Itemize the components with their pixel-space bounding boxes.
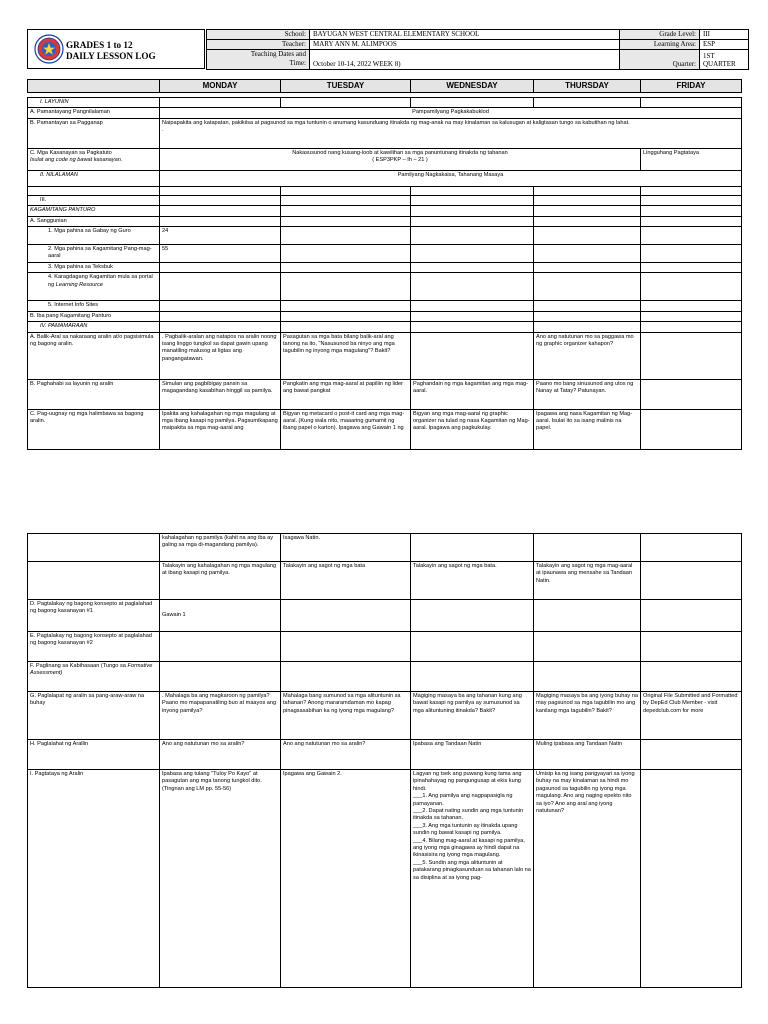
row-rb-monday: Simulan ang pagbibigay pansin sa magagandang kasabihan hinggil sa pamilya. xyxy=(160,379,281,409)
lesson-log-page-1 xyxy=(0,0,768,470)
row-a-label: A. Pamantayang Pangnilalaman xyxy=(28,108,160,118)
ref-4-label-italic: Learning Resource xyxy=(55,281,104,288)
dates-label-line1: Teaching Dates and xyxy=(250,50,306,58)
area-value: ESP xyxy=(700,40,749,50)
row-c-code: ( ESP3PKP – Ih – 21 ) xyxy=(372,157,428,164)
row-d-monday: Gawain 1 xyxy=(160,600,281,632)
row-c-cell xyxy=(160,148,641,170)
layunin-heading: I. LAYUNIN xyxy=(28,98,160,108)
row-g-thursday: Magiging masaya ba ang iyong buhay na may pagsunod sa mga tagubilin mo ang kanilang mga tagubilin? Bakit? xyxy=(534,692,641,740)
row-h-wednesday: Ipabasa ang Tandaan Natin xyxy=(411,740,534,770)
ref-5-label: 5. Internet Info Sites xyxy=(28,301,160,311)
days-header xyxy=(27,79,742,93)
nilalaman-text: Pamilyang Nagkakaisa, Tahanang Masaya xyxy=(160,170,742,186)
row-g-monday: . Mahalaga ba ang magkaroon ng pamilya? Paano mo mapapanatiling buo at maayos ang inyong pamilya? xyxy=(160,692,281,740)
quarter-label: Quarter: xyxy=(620,50,700,70)
ref-3-label: 3. Mga pahina sa Teksbuk xyxy=(28,263,160,273)
section-iii: III. xyxy=(28,195,160,205)
teacher-value: MARY ANN M. ALIMPOOS xyxy=(310,40,620,50)
row-h-monday: Ano ang natutunan mo sa aralin? xyxy=(160,740,281,770)
title-line-1: GRADES 1 to 12 xyxy=(66,40,133,50)
row-b-label: B. Pamantayan sa Pagganap xyxy=(28,118,160,148)
cont-monday: kahalagahan ng pamilya (kahit na ang iba ay galing sa mga di-magandang pamilya). xyxy=(160,534,281,562)
day-thursday: THURSDAY xyxy=(534,80,641,93)
row-rc-thursday: Ipagawa ang nasa Kagamitan ng Mag-aaral. Isulat ito sa isang malinis na papel. xyxy=(534,409,641,449)
dates-value: October 10-14, 2022 WEEK 8) xyxy=(310,50,620,70)
day-tuesday: TUESDAY xyxy=(281,80,411,93)
dates-label-line2: Time: xyxy=(289,58,306,67)
row-rc-tuesday: Bigyan ng metacard o post-it card ang mga mag-aaral. (Kung wala nito, maaaring gumamit ng ibang papel o karton). Ipagawa ang Gawain 1 ng xyxy=(281,409,411,449)
row-b-cell xyxy=(160,118,742,148)
row-h-thursday: Muling ipabasa ang Tandaan Natin xyxy=(534,740,641,770)
lesson-log-page-2 xyxy=(0,520,768,1024)
row-f-label xyxy=(28,662,160,692)
row-i-tuesday: Ipagawa ang Gawain 2. xyxy=(281,770,411,988)
ref-4-label-text: 4. Karagdagang Kagamitan mula sa portal ng xyxy=(48,274,153,288)
quarter-value: 1ST QUARTER xyxy=(700,50,749,70)
ref-1-label: 1. Mga pahina sa Gabay ng Guro xyxy=(28,227,160,245)
row-c-text: Nakasusunod nang kusang-loob at kawilihan sa mga panuntunang itinakda ng tahanan xyxy=(292,149,508,156)
teacher-label: Teacher: xyxy=(207,40,310,50)
day-wednesday: WEDNESDAY xyxy=(411,80,534,93)
row-rc-label: C. Pag-uugnay ng mga halimbawa sa bagong aralin. xyxy=(28,409,160,449)
cont-tuesday: Isagawa Natin. xyxy=(281,534,411,562)
dates-label xyxy=(207,50,310,70)
row-f-label-italic: Formative Assessment) xyxy=(30,663,153,677)
row-rc-wednesday: Bigyan ang mga mag-aaral ng graphic organizer na tulad ng nasa Kagamitan ng Mag-aaral. Ipagawa ang pagkukulay. xyxy=(411,409,534,449)
row-rc-monday: Ipakita ang kahalagahan ng mga magulang at mga ibang kasapi ng pamilya. Pagsumikapang maipakita sa mga mag-aaral ang xyxy=(160,409,281,449)
sub-thursday: Talakayin ang sagot ng mga mag-aaral at ipaunawa ang mensahe sa Tandaan Natin. xyxy=(534,562,641,600)
row-i-label: I. Pagtataya ng Aralin xyxy=(28,770,160,988)
ref-4-label xyxy=(28,273,160,301)
sub-monday: Talakayin ang kahalagahan ng mga magulang at ibang kasapi ng pamilya. xyxy=(160,562,281,600)
school-value: BAYUGAN WEST CENTRAL ELEMENTARY SCHOOL xyxy=(310,30,620,40)
row-i-wednesday: Lagyan ng tsek ang puwang kung tama ang ipinahahayag ng pangungusap at ekis kung hindi. ___1. Ang pamilya ang nagpapasigla ng pamayanan. ___2. Dapat nating sundin ang mga tuntunin itinakda sa tahanan. ___3. Ang mga tuntunin ay itinakda upang sundin ng bawat kasapi ng pamilya. ___4. Bilang mag-aaral at kasapi ng pamilya, ang iyong mga ginagawa ay hindi dapat na ikinasisira ng iyong mga magulang. ___5. Sundin ang mga alituntunin at patakarang pinagkasunduan sa tahanan lalo na sa disiplina at sa iyong pag- xyxy=(411,770,534,988)
row-ra-monday: . Pagbalik-aralan ang natapos na aralin noong isang linggo tungkol sa dapat gawin upang manatiling malusog at ligtas ang pangangatawan. xyxy=(160,332,281,379)
row-e-label: E. Pagtalakay ng bagong konsepto at paglalahad ng bagong kasanayan #2 xyxy=(28,632,160,662)
day-monday: MONDAY xyxy=(160,80,281,93)
row-rb-thursday: Paano mo bang sinusunod ang utos ng Nanay at Tatay? Patunayan. xyxy=(534,379,641,409)
sanggunian-label: A. Sanggunian xyxy=(28,216,160,226)
ref-1-value: 24 xyxy=(160,227,281,245)
school-label: School: xyxy=(207,30,310,40)
nilalaman-label: II. NILALAMAN xyxy=(28,170,160,186)
row-ra-thursday: Ano ang natutunan mo sa paggawa mo ng graphic organizer kahapon? xyxy=(534,332,641,379)
row-a-text: Pampamilyang Pagkakabuklod xyxy=(160,108,742,118)
row-b-text: Naipapakita ang katapatan, pakikiisa at pagsunod sa mga tuntunin o anumang kasunduang itinakda ng mag-anak na may kinalaman sa kalusugan at kaligtasan tungo sa kabutihan ng lahat. xyxy=(162,119,630,126)
row-i-monday: Ipabasa ang tulang "Tuloy Po Kayo" at pasagutan ang mga tanong tungkol dito. (Tingnan ang LM pp. 55-56) xyxy=(160,770,281,988)
row-g-tuesday: Mahalaga bang sumunod sa mga alituntunin sa tahanan? Anong mararamdaman mo kapag pinagsasabihan ka ng iyong mga magulang? xyxy=(281,692,411,740)
grade-value: III xyxy=(700,30,749,40)
row-rb-tuesday: Pangkatin ang mga mag-aaral at papiliin ng lider ang bawat pangkat xyxy=(281,379,411,409)
row-f-label-text: F. Paglinang sa Kabihasaan (Tungo sa xyxy=(30,663,128,669)
lesson-table-page-2 xyxy=(27,533,742,988)
row-ra-label: A. Balik-Aral sa nakaraang aralin at/o pagsisimula ng bagong aralin. xyxy=(28,332,160,379)
day-friday: FRIDAY xyxy=(641,80,742,93)
ref-2-value: 55 xyxy=(160,245,281,263)
sub-wednesday: Talakayin ang sagot ng mga bata. xyxy=(411,562,534,600)
row-ra-tuesday: Pasagutan sa mga bata bilang balik-aral ang tanong na ito, "Nasusunod ba ninyo ang mga tagubilin ng inyong mga magulang"? Bakit? xyxy=(281,332,411,379)
row-c-friday: Lingguhang Pagtataya xyxy=(641,148,742,170)
row-g-label: G. Paglalapat ng aralin sa pang-araw-araw na buhay xyxy=(28,692,160,740)
kagamitan-heading: KAGAMITANG PANTURO xyxy=(28,206,160,216)
area-label: Learning Area: xyxy=(620,40,700,50)
row-c-sublabel: Isulat ang code ng bawat kasanayan. xyxy=(30,157,123,164)
days-corner xyxy=(28,80,160,93)
row-rb-wednesday: Paghandain ng mga kagamitan ang mga mag-aaral. xyxy=(411,379,534,409)
pamamaraan-heading: IV. PAMAMARAAN xyxy=(28,322,160,332)
row-d-label: D. Pagtalakay ng bagong konsepto at paglalahad ng bagong kasanayan #1 xyxy=(28,600,160,632)
row-g-friday: Original File Submitted and Formatted by DepEd Club Member - visit depedclub.com for more xyxy=(641,692,742,740)
info-table xyxy=(206,29,749,70)
row-g-wednesday: Magiging masaya ba ang tahanan kung ang bawat kasapi ng pamilya ay sumusunod sa mga alituntuning itinakda? Bakit? xyxy=(411,692,534,740)
title-block xyxy=(27,29,205,69)
row-c-label: C. Mga Kasanayan sa Pagkatuto xyxy=(30,149,112,156)
other-materials-label: B. Iba pang Kagamitang Panturo xyxy=(28,311,160,321)
sub-tuesday: Talakayin ang sagot ng mga bata xyxy=(281,562,411,600)
row-h-label: H. Paglalahat ng Arallin xyxy=(28,740,160,770)
grade-label: Grade Level: xyxy=(620,30,700,40)
row-i-thursday: Umisip ka ng isang pangyayari sa iyong buhay na may kinalaman sa hindi mo pagsunod sa tagubilin ng iyong mga magulang. Ano ang naging epekto nito sa iyo? Ano ang aral ang iyong natutunan? xyxy=(534,770,641,988)
row-h-tuesday: Ano ang natutunan mo sa aralin? xyxy=(281,740,411,770)
lesson-table-page-1 xyxy=(27,97,742,450)
ref-2-label: 2. Mga pahina sa Kagamitang Pang-mag-aaral xyxy=(28,245,160,263)
row-rb-label: B. Paghahabi sa layunin ng aralin xyxy=(28,379,160,409)
document-title xyxy=(66,40,156,62)
deped-seal-icon xyxy=(34,34,64,64)
title-line-2: DAILY LESSON LOG xyxy=(66,51,156,61)
row-c-label-cell xyxy=(28,148,160,170)
row-b-text2: . xyxy=(162,127,164,134)
